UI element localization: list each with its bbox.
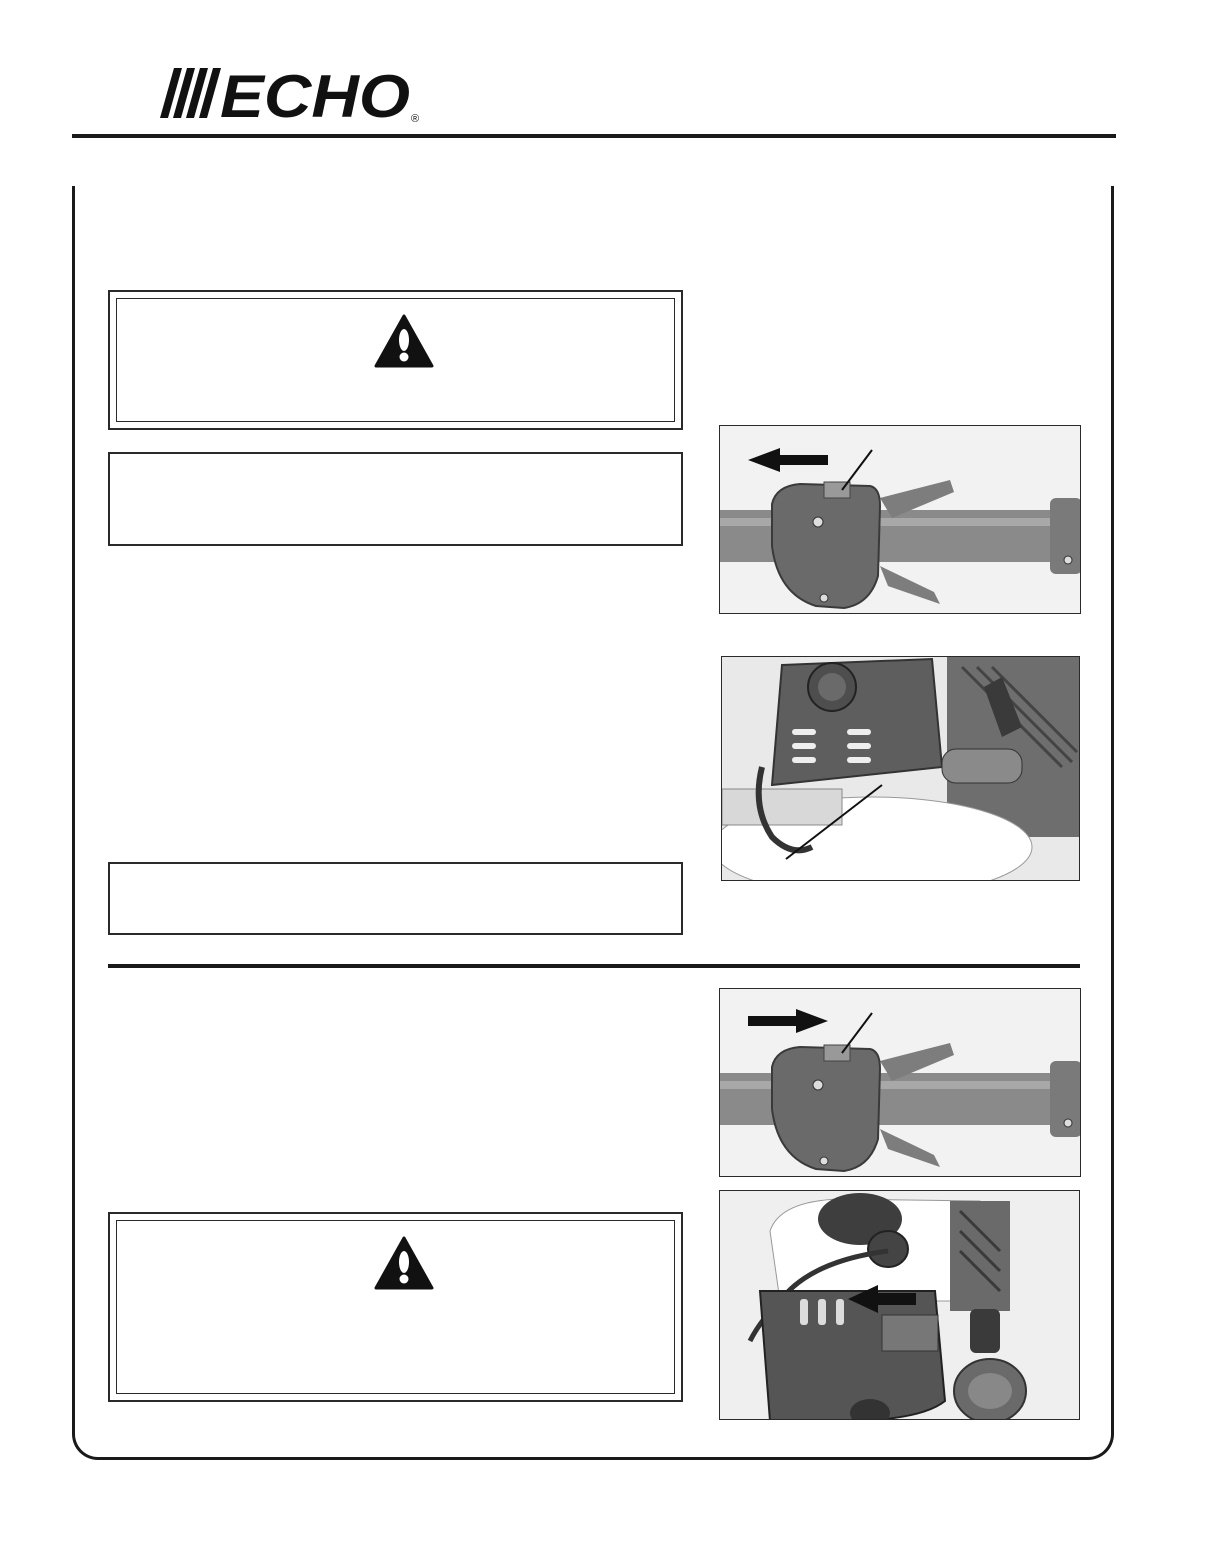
figure-3-handle-photo — [719, 988, 1081, 1177]
warning-box-2 — [108, 1212, 683, 1402]
air-cleaner-cover — [772, 659, 942, 785]
section-divider — [108, 964, 1080, 968]
choke-lever — [882, 1315, 938, 1351]
figure-4-engine-photo — [719, 1190, 1080, 1420]
warning-box-1 — [108, 290, 683, 430]
registered-mark: ® — [411, 113, 420, 124]
figure-2-engine-photo — [721, 656, 1080, 881]
notice-box-1 — [108, 452, 683, 546]
figure-1-handle-photo — [719, 425, 1081, 614]
echo-logo-icon — [160, 64, 430, 124]
warning-triangle-icon — [374, 1236, 434, 1290]
notice-box-2 — [108, 862, 683, 935]
header-rule — [72, 134, 1116, 138]
warning-triangle-icon — [374, 314, 434, 368]
echo-logo — [160, 64, 430, 124]
choke-cover — [760, 1291, 945, 1420]
logo-wordmark: ECHO — [220, 64, 410, 124]
